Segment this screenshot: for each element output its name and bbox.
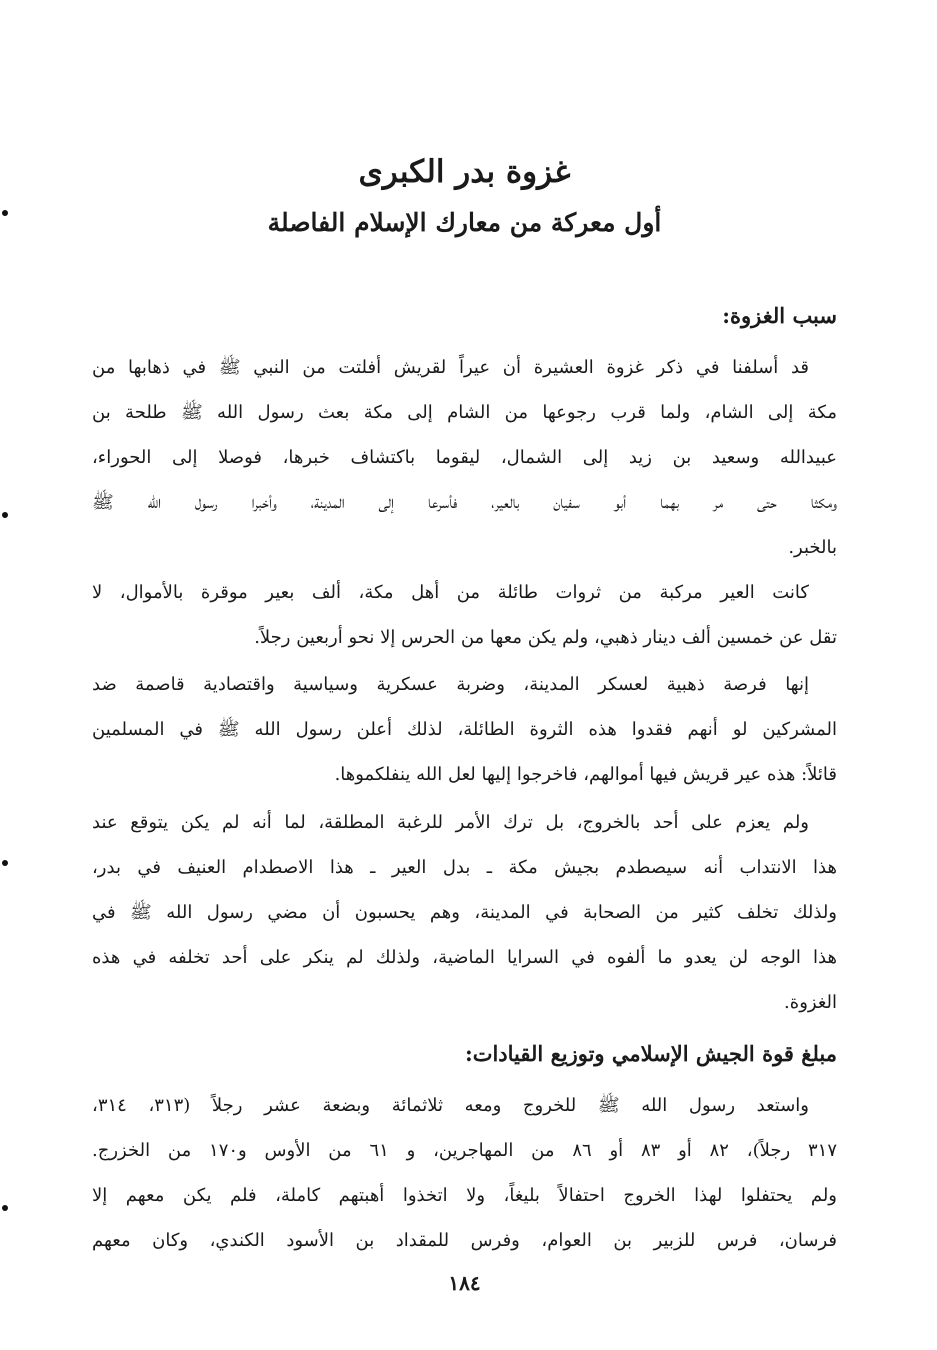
binding-mark (2, 512, 8, 518)
text-line: مكة إلى الشام، ولما قرب رجوعها من الشام إلى مكة بعث رسول الله ﷺ طلحة بن (92, 402, 837, 423)
text-line: هذا الوجه لن يعدو ما ألفوه في السرايا الماضية، ولذلك لم ينكر على أحد تخلفه في هذه (92, 947, 837, 968)
paragraph (92, 662, 837, 797)
text-line: الغزوة. (784, 992, 837, 1013)
paragraph (92, 800, 837, 1025)
paragraph (92, 345, 837, 570)
binding-mark (2, 1205, 8, 1211)
section-heading-cause: سبب الغزوة: (722, 303, 837, 328)
book-page (92, 0, 837, 1350)
text-line: فرسان، فرس للزبير بن العوام، وفرس للمقداد بن الأسود الكندي، وكان معهم (92, 1230, 837, 1251)
text-line: إنها فرصة ذهبية لعسكر المدينة، وضربة عسكرية وسياسية واقتصادية قاصمة ضد (92, 674, 809, 695)
page-title: غزوة بدر الكبرى (358, 154, 571, 190)
text-line: ولم يعزم على أحد بالخروج، بل ترك الأمر للرغبة المطلقة، لما أنه لم يكن يتوقع عند (92, 812, 810, 833)
text-line: قائلاً: هذه عير قريش فيها أموالهم، فاخرجوا إليها لعل الله ينفلكموها. (334, 764, 837, 785)
page-number: ١٨٤ (448, 1271, 481, 1295)
text-line: قد أسلفنا في ذكر غزوة العشيرة أن عيراً لقريش أفلتت من النبي ﷺ في ذهابها من (92, 357, 809, 378)
binding-mark (2, 210, 8, 216)
text-line: ولذلك تخلف كثير من الصحابة في المدينة، وهم يحسبون أن مضي رسول الله ﷺ في (92, 902, 837, 923)
text-line: واستعد رسول الله ﷺ للخروج ومعه ثلاثمائة وبضعة عشر رجلاً (٣١٣، ٣١٤، (92, 1095, 810, 1116)
text-line: تقل عن خمسين ألف دينار ذهبي، ولم يكن معها من الحرس إلا نحو أربعين رجلاً. (254, 627, 837, 648)
text-line: ومكثا حتى مر بهما أبو سفيان بالعير، فأسرعا إلى المدينة، وأخبرا رسول الله ﷺ (92, 492, 837, 513)
binding-mark (2, 860, 8, 866)
page-subtitle: أول معركة من معارك الإسلام الفاصلة (267, 208, 662, 237)
text-line: ٣١٧ رجلاً)، ٨٢ أو ٨٣ أو ٨٦ من المهاجرين، و ٦١ من الأوس و١٧٠ من الخزرج. (92, 1140, 837, 1161)
text-line: كانت العير مركبة من ثروات طائلة من أهل مكة، ألف بعير موقرة بالأموال، لا (92, 582, 809, 603)
text-line: بالخبر. (788, 537, 837, 558)
text-line: المشركين لو أنهم فقدوا هذه الثروة الطائلة، لذلك أعلن رسول الله ﷺ في المسلمين (92, 719, 837, 740)
paragraph (92, 1083, 837, 1263)
text-line: هذا الانتداب أنه سيصطدم بجيش مكة ـ بدل العير ـ هذا الاصطدام العنيف في بدر، (92, 857, 837, 878)
section-heading-army-strength: مبلغ قوة الجيش الإسلامي وتوزيع القيادات: (464, 1041, 837, 1066)
text-line: عبيدالله وسعيد بن زيد إلى الشمال، ليقوما باكتشاف خبرها، فوصلا إلى الحوراء، (92, 447, 837, 468)
text-line: ولم يحتفلوا لهذا الخروج احتفالاً بليغاً، ولا اتخذوا أهبتهم كاملة، فلم يكن معهم إلا (92, 1185, 837, 1206)
paragraph (92, 570, 837, 660)
